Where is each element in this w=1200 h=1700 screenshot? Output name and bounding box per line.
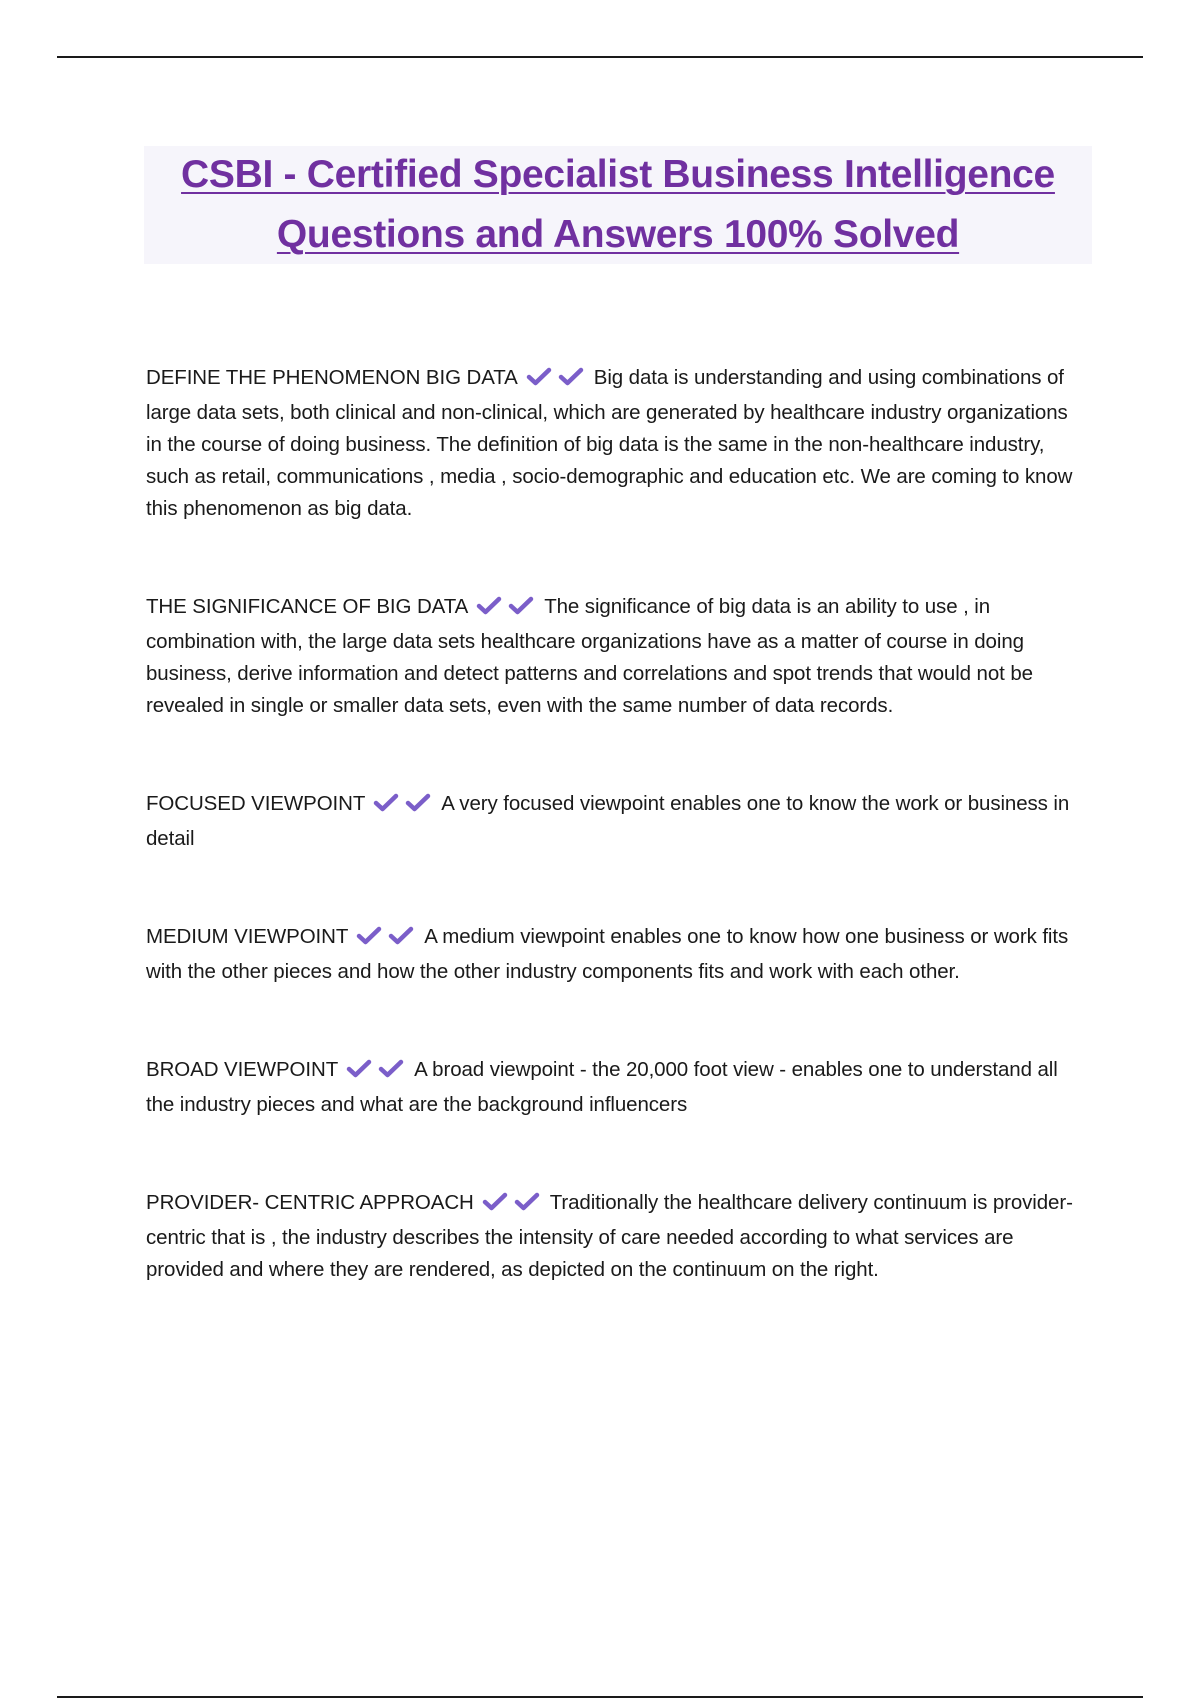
qa-term: FOCUSED VIEWPOINT (146, 792, 366, 815)
checkmark-icon (558, 367, 584, 387)
double-check (346, 1057, 410, 1089)
checkmark-icon (405, 793, 431, 813)
qa-item-provider-centric-approach (146, 1187, 1086, 1286)
top-rule (57, 56, 1143, 58)
checkmark-icon (356, 926, 382, 946)
checkmark-icon (526, 367, 552, 387)
checkmark-icon (346, 1059, 372, 1079)
bottom-rule (57, 1696, 1143, 1698)
checkmark-icon (373, 793, 399, 813)
double-check (482, 1190, 546, 1222)
checkmark-icon (508, 596, 534, 616)
checkmark-icon (514, 1192, 540, 1212)
qa-item-focused-viewpoint (146, 788, 1086, 855)
qa-answer: Big data is understanding and using combinations of large data sets, both clinical and non-clinical, which are generated by healthcare industry organizations in the course of doing business. The definition of big data is the same in the non-healthcare industry, such as retail, communications , media , socio-demographic and education etc. We are coming to know this phenomenon as big data. (146, 366, 1073, 520)
double-check (356, 924, 420, 956)
qa-term: BROAD VIEWPOINT (146, 1058, 339, 1081)
qa-item-medium-viewpoint (146, 921, 1086, 988)
document-title-box (144, 146, 1092, 264)
checkmark-icon (476, 596, 502, 616)
double-check (476, 594, 540, 626)
qa-term: THE SIGNIFICANCE OF BIG DATA (146, 595, 469, 618)
qa-item-significance-big-data (146, 591, 1086, 722)
qa-answer: A medium viewpoint enables one to know how one business or work fits with the other pieces and how the other industry components fits and work with each other. (146, 925, 1069, 983)
qa-term: MEDIUM VIEWPOINT (146, 925, 349, 948)
document-title-line-2: Questions and Answers 100% Solved (276, 213, 960, 256)
checkmark-icon (482, 1192, 508, 1212)
checkmark-icon (378, 1059, 404, 1079)
qa-answer: The significance of big data is an ability to use , in combination with, the large data sets healthcare organizations have as a matter of course in doing business, derive information and detect patterns and correlations and spot trends that would not be revealed in single or smaller data sets, even with the same number of data records. (146, 595, 1033, 717)
qa-term: DEFINE THE PHENOMENON BIG DATA (146, 366, 518, 389)
document-title-line-1: CSBI - Certified Specialist Business Intelligence (181, 153, 1055, 196)
qa-term: PROVIDER- CENTRIC APPROACH (146, 1191, 474, 1214)
qa-answer: A very focused viewpoint enables one to know the work or business in detail (146, 792, 1070, 850)
checkmark-icon (388, 926, 414, 946)
qa-item-broad-viewpoint (146, 1054, 1086, 1121)
qa-item-define-big-data (146, 362, 1086, 525)
qa-answer: A broad viewpoint - the 20,000 foot view - enables one to understand all the industry pieces and what are the background influencers (146, 1058, 1058, 1116)
qa-list (146, 362, 1086, 1286)
double-check (373, 791, 437, 823)
double-check (526, 365, 590, 397)
qa-answer: Traditionally the healthcare delivery continuum is provider-centric that is , the industry describes the intensity of care needed according to what services are provided and where they are rendered, as depicted on the continuum on the right. (146, 1191, 1073, 1281)
